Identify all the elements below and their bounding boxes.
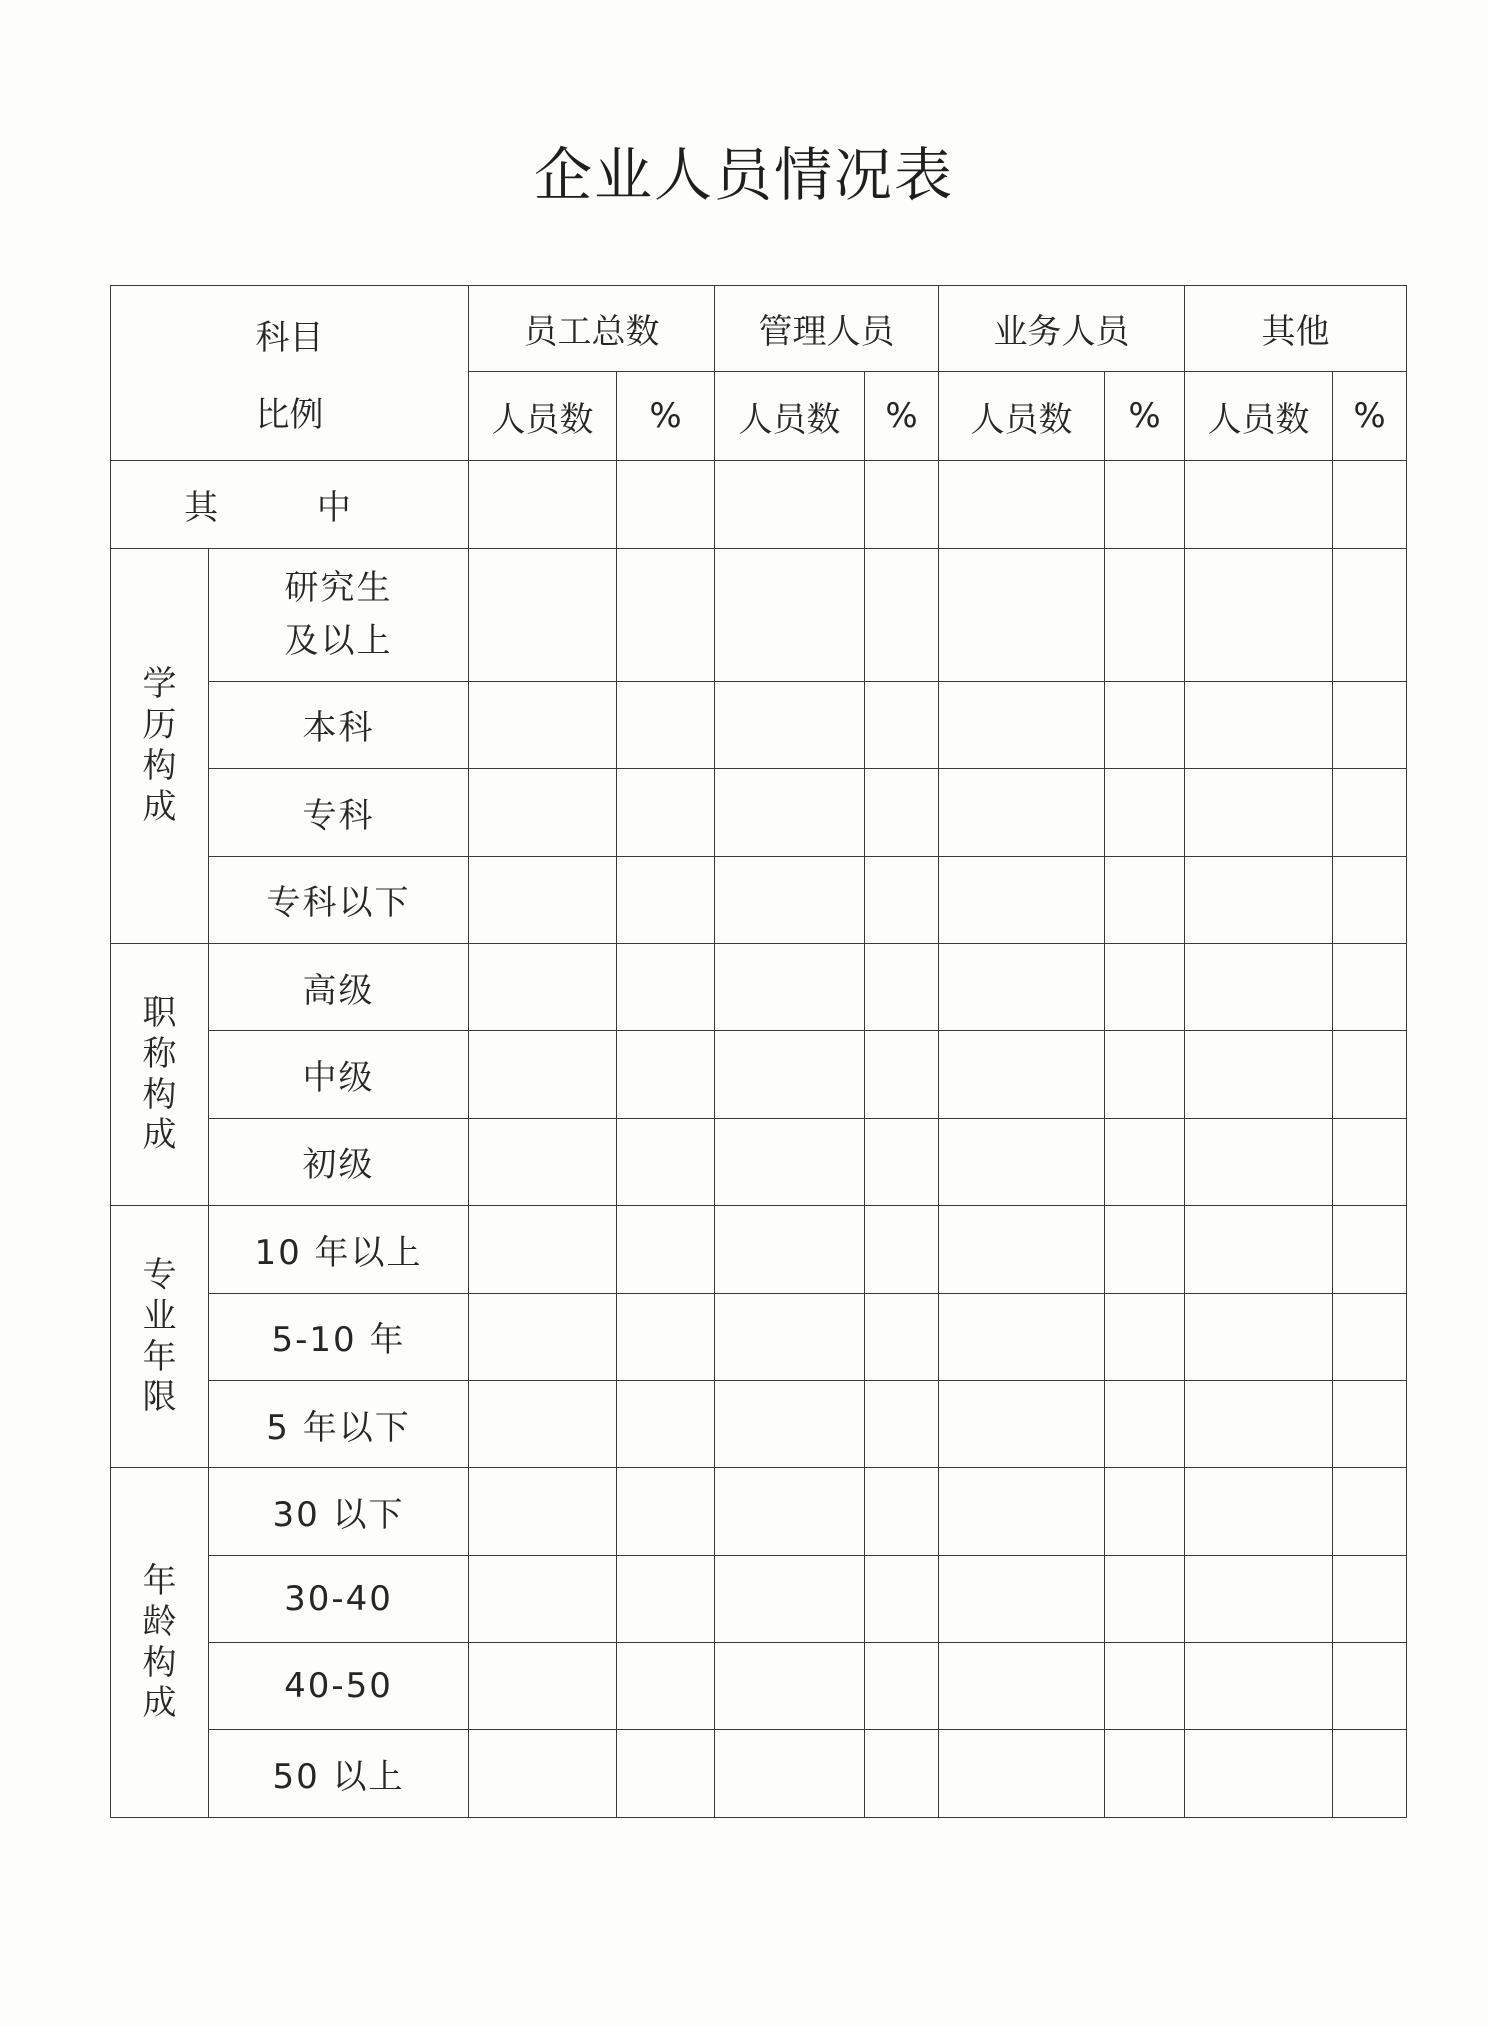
data-cell[interactable]	[1105, 1380, 1185, 1467]
row-label-age-under-30: 30 以下	[209, 1468, 469, 1555]
data-cell[interactable]	[865, 1118, 939, 1205]
data-cell[interactable]	[939, 1555, 1105, 1642]
data-cell[interactable]	[865, 1468, 939, 1555]
data-cell[interactable]	[1185, 681, 1333, 768]
data-cell[interactable]	[1333, 460, 1407, 548]
data-cell[interactable]	[715, 1206, 865, 1293]
data-cell[interactable]	[1185, 1555, 1333, 1642]
table-row	[111, 1730, 1407, 1818]
group-char: 限	[142, 1377, 177, 1418]
data-cell[interactable]	[939, 1468, 1105, 1555]
data-cell[interactable]	[1333, 1555, 1407, 1642]
data-cell[interactable]	[1333, 1730, 1407, 1818]
data-cell[interactable]	[1105, 1468, 1185, 1555]
group-education	[111, 549, 209, 944]
data-cell[interactable]	[939, 1206, 1105, 1293]
data-cell[interactable]	[715, 1380, 865, 1467]
table-row	[111, 549, 1407, 682]
data-cell[interactable]	[1185, 549, 1333, 682]
data-cell[interactable]	[1333, 1380, 1407, 1467]
data-cell[interactable]	[939, 856, 1105, 943]
table-row	[111, 1380, 1407, 1467]
group-char: 专	[142, 1255, 177, 1296]
sub-pct-other: %	[1333, 372, 1407, 460]
header-business: 业务人员	[939, 286, 1185, 372]
row-label-college: 专科	[209, 769, 469, 856]
header-management: 管理人员	[715, 286, 939, 372]
data-cell[interactable]	[1185, 1468, 1333, 1555]
group-char: 年	[142, 1561, 177, 1602]
data-cell[interactable]	[1185, 1031, 1333, 1118]
header-ratio-label: 比例	[255, 394, 324, 435]
data-cell[interactable]	[1105, 1730, 1185, 1818]
data-cell[interactable]	[1333, 549, 1407, 682]
data-cell[interactable]	[939, 769, 1105, 856]
data-cell[interactable]	[1185, 769, 1333, 856]
table-row	[111, 1555, 1407, 1642]
data-cell[interactable]	[1333, 1468, 1407, 1555]
data-cell[interactable]	[469, 681, 617, 768]
group-char: 职	[142, 992, 177, 1033]
group-years	[111, 1206, 209, 1468]
group-char: 称	[142, 1033, 177, 1074]
data-cell[interactable]	[715, 1643, 865, 1730]
data-cell[interactable]	[617, 1380, 715, 1467]
sub-pct-total: %	[617, 372, 715, 460]
data-cell[interactable]	[865, 769, 939, 856]
data-cell[interactable]	[1105, 769, 1185, 856]
data-cell[interactable]	[1185, 943, 1333, 1030]
group-char: 业	[142, 1295, 177, 1336]
group-char: 构	[142, 1074, 177, 1115]
data-cell[interactable]	[469, 1118, 617, 1205]
data-cell[interactable]	[617, 460, 715, 548]
table-row	[111, 1643, 1407, 1730]
data-cell[interactable]	[939, 1293, 1105, 1380]
label-line: 及以上	[284, 620, 393, 661]
data-cell[interactable]	[715, 856, 865, 943]
data-cell[interactable]	[715, 1293, 865, 1380]
data-cell[interactable]	[939, 1643, 1105, 1730]
data-cell[interactable]	[715, 460, 865, 548]
data-cell[interactable]	[1105, 1643, 1185, 1730]
row-label-qizhong: 其 中	[111, 460, 469, 548]
data-cell[interactable]	[617, 1206, 715, 1293]
data-cell[interactable]	[617, 856, 715, 943]
data-cell[interactable]	[1105, 460, 1185, 548]
header-subject-label: 科目	[255, 318, 324, 358]
table-row	[111, 1468, 1407, 1555]
sub-count-business: 人员数	[939, 372, 1105, 460]
group-char: 构	[142, 1642, 177, 1683]
label-line: 研究生	[284, 568, 393, 609]
data-cell[interactable]	[469, 1468, 617, 1555]
row-label-bachelor: 本科	[209, 681, 469, 768]
data-cell[interactable]	[469, 460, 617, 548]
row-label-years-5-10: 5-10 年	[209, 1293, 469, 1380]
data-cell[interactable]	[1333, 1293, 1407, 1380]
data-cell[interactable]	[469, 1380, 617, 1467]
header-row-1	[111, 286, 1407, 372]
table-row	[111, 681, 1407, 768]
data-cell[interactable]	[715, 1118, 865, 1205]
data-cell[interactable]	[617, 1118, 715, 1205]
row-label-junior: 初级	[209, 1118, 469, 1205]
data-cell[interactable]	[1105, 549, 1185, 682]
data-cell[interactable]	[1185, 1118, 1333, 1205]
data-cell[interactable]	[865, 1206, 939, 1293]
data-cell[interactable]	[617, 549, 715, 682]
row-label-years-under-5: 5 年以下	[209, 1380, 469, 1467]
data-cell[interactable]	[617, 943, 715, 1030]
group-title-level	[111, 943, 209, 1205]
data-cell[interactable]	[469, 1031, 617, 1118]
group-char: 构	[142, 746, 177, 787]
data-cell[interactable]	[939, 681, 1105, 768]
group-char: 成	[142, 1683, 177, 1724]
data-cell[interactable]	[865, 460, 939, 548]
header-other: 其他	[1185, 286, 1407, 372]
table-row	[111, 460, 1407, 548]
data-cell[interactable]	[1333, 1206, 1407, 1293]
data-cell[interactable]	[617, 1643, 715, 1730]
data-cell[interactable]	[715, 1730, 865, 1818]
group-char: 成	[142, 1115, 177, 1156]
sub-pct-management: %	[865, 372, 939, 460]
table-row	[111, 1031, 1407, 1118]
data-cell[interactable]	[1185, 1730, 1333, 1818]
data-cell[interactable]	[865, 1730, 939, 1818]
personnel-table	[110, 285, 1407, 1818]
data-cell[interactable]	[1333, 856, 1407, 943]
data-cell[interactable]	[865, 856, 939, 943]
header-total-staff: 员工总数	[469, 286, 715, 372]
table-row	[111, 943, 1407, 1030]
data-cell[interactable]	[939, 1031, 1105, 1118]
data-cell[interactable]	[1333, 1031, 1407, 1118]
row-label-below-college: 专科以下	[209, 856, 469, 943]
data-cell[interactable]	[1333, 1118, 1407, 1205]
data-cell[interactable]	[617, 681, 715, 768]
sub-pct-business: %	[1105, 372, 1185, 460]
data-cell[interactable]	[1333, 1643, 1407, 1730]
data-cell[interactable]	[1185, 856, 1333, 943]
data-cell[interactable]	[1185, 1643, 1333, 1730]
data-cell[interactable]	[469, 1206, 617, 1293]
data-cell[interactable]	[1333, 769, 1407, 856]
data-cell[interactable]	[865, 1380, 939, 1467]
group-char: 龄	[142, 1601, 177, 1642]
data-cell[interactable]	[617, 769, 715, 856]
data-cell[interactable]	[617, 1555, 715, 1642]
data-cell[interactable]	[469, 1555, 617, 1642]
data-cell[interactable]	[617, 1031, 715, 1118]
table-row	[111, 1206, 1407, 1293]
row-label-intermediate: 中级	[209, 1031, 469, 1118]
data-cell[interactable]	[939, 549, 1105, 682]
data-cell[interactable]	[865, 1643, 939, 1730]
data-cell[interactable]	[939, 460, 1105, 548]
group-char: 成	[142, 786, 177, 827]
data-cell[interactable]	[469, 769, 617, 856]
row-label-postgraduate	[209, 549, 469, 682]
data-cell[interactable]	[1185, 460, 1333, 548]
table-row	[111, 1118, 1407, 1205]
data-cell[interactable]	[939, 943, 1105, 1030]
data-cell[interactable]	[715, 943, 865, 1030]
data-cell[interactable]	[939, 1730, 1105, 1818]
table-row	[111, 769, 1407, 856]
group-char: 历	[142, 705, 177, 746]
data-cell[interactable]	[865, 681, 939, 768]
data-cell[interactable]	[1105, 1555, 1185, 1642]
data-cell[interactable]	[865, 943, 939, 1030]
data-cell[interactable]	[1105, 943, 1185, 1030]
data-cell[interactable]	[715, 769, 865, 856]
data-cell[interactable]	[469, 943, 617, 1030]
data-cell[interactable]	[469, 1730, 617, 1818]
data-cell[interactable]	[469, 1293, 617, 1380]
data-cell[interactable]	[1105, 1293, 1185, 1380]
data-cell[interactable]	[1185, 1293, 1333, 1380]
group-age	[111, 1468, 209, 1818]
data-cell[interactable]	[469, 856, 617, 943]
data-cell[interactable]	[1185, 1206, 1333, 1293]
data-cell[interactable]	[939, 1118, 1105, 1205]
row-label-years-over-10: 10 年以上	[209, 1206, 469, 1293]
data-cell[interactable]	[865, 1555, 939, 1642]
data-cell[interactable]	[469, 1643, 617, 1730]
data-cell[interactable]	[715, 1468, 865, 1555]
data-cell[interactable]	[1333, 681, 1407, 768]
sub-count-other: 人员数	[1185, 372, 1333, 460]
table-row	[111, 1293, 1407, 1380]
data-cell[interactable]	[715, 1555, 865, 1642]
data-cell[interactable]	[1105, 856, 1185, 943]
data-cell[interactable]	[617, 1468, 715, 1555]
data-cell[interactable]	[865, 1293, 939, 1380]
row-label-age-over-50: 50 以上	[209, 1730, 469, 1818]
data-cell[interactable]	[617, 1730, 715, 1818]
sub-count-total: 人员数	[469, 372, 617, 460]
data-cell[interactable]	[1105, 1118, 1185, 1205]
table-row	[111, 856, 1407, 943]
data-cell[interactable]	[715, 549, 865, 682]
data-cell[interactable]	[1105, 1206, 1185, 1293]
row-label-age-40-50: 40-50	[209, 1643, 469, 1730]
data-cell[interactable]	[715, 681, 865, 768]
data-cell[interactable]	[939, 1380, 1105, 1467]
data-cell[interactable]	[1185, 1380, 1333, 1467]
data-cell[interactable]	[865, 549, 939, 682]
header-corner-cell	[111, 286, 469, 461]
group-char: 学	[142, 664, 177, 705]
data-cell[interactable]	[1105, 1031, 1185, 1118]
data-cell[interactable]	[865, 1031, 939, 1118]
document-title: 企业人员情况表	[533, 141, 954, 209]
data-cell[interactable]	[715, 1031, 865, 1118]
data-cell[interactable]	[1333, 943, 1407, 1030]
data-cell[interactable]	[617, 1293, 715, 1380]
sub-count-management: 人员数	[715, 372, 865, 460]
group-char: 年	[142, 1336, 177, 1377]
data-cell[interactable]	[469, 549, 617, 682]
row-label-senior: 高级	[209, 943, 469, 1030]
data-cell[interactable]	[1105, 681, 1185, 768]
row-label-age-30-40: 30-40	[209, 1555, 469, 1642]
